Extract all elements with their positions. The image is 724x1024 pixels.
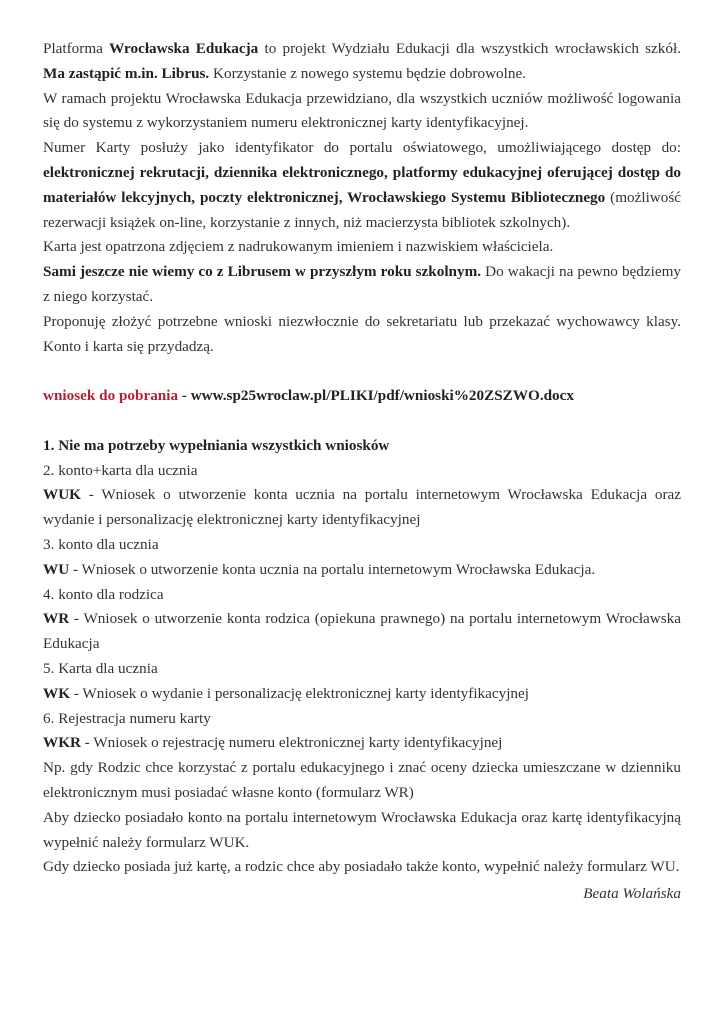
intro-text: to projekt Wydziału Edukacji dla wszystkich wrocławskich szkół. (258, 40, 681, 57)
list-item-6: 6. Rejestracja numeru karty (43, 709, 211, 727)
download-line (43, 384, 681, 409)
intro-paragraph-6: Proponuję złożyć potrzebne wnioski niezwłocznie do sekretariatu lub przekazać wychowawcy klasy. Konto i karta się przydadzą. (43, 312, 681, 355)
form-description: - Wniosek o utworzenie konta ucznia na portalu internetowym Wrocławska Edukacja. (69, 560, 596, 578)
form-code: WU (43, 560, 70, 578)
form-description: - Wniosek o utworzenie konta rodzica (opiekuna prawnego) na portalu internetowym Wrocławska Edukacja (43, 610, 681, 653)
form-wu (43, 558, 681, 583)
document-body (43, 37, 681, 907)
intro-paragraph-2: W ramach projektu Wrocławska Edukacja przewidziano, dla wszystkich uczniów możliwość logowania się do systemu z wykorzystaniem numeru elektronicznej karty identyfikacyjnej. (43, 89, 681, 132)
form-description: - Wniosek o wydanie i personalizację elektronicznej karty identyfikacyjnej (70, 684, 529, 702)
intro-text: Platforma (43, 40, 110, 57)
note-2: Aby dziecko posiadało konto na portalu internetowym Wrocławska Edukacja oraz kartę identyfikacyjną wypełnić należy formularz WUK. (43, 808, 681, 851)
librus-status-note: Sami jeszcze nie wiemy co z Librusem w przyszłym roku szkolnym. (43, 263, 482, 281)
signature: Beata Wolańska (583, 885, 681, 903)
librus-replace-note: Ma zastąpić m.in. Librus. (43, 64, 210, 82)
form-code: WK (43, 684, 71, 702)
list-item-4: 4. konto dla rodzica (43, 585, 164, 603)
list-item-1: 1. Nie ma potrzeby wypełniania wszystkich wniosków (43, 436, 390, 454)
form-code: WUK (43, 486, 81, 504)
download-link[interactable]: wniosek do pobrania (43, 387, 179, 405)
note-1: Np. gdy Rodzic chce korzystać z portalu edukacyjnego i znać oceny dziecka umieszczane w dzienniku elektronicznym musi posiadać własne konto (formularz WR) (43, 759, 681, 801)
intro-text: (możliwość rezerwacji książek on-line, korzystanie z innych, niż macierzysta bibliotek szkolnych). (43, 188, 682, 231)
form-wk (43, 682, 681, 707)
intro-paragraph-1 (43, 37, 681, 87)
intro-text: Korzystanie z nowego systemu będzie dobrowolne. (209, 64, 526, 82)
list-item-5: 5. Karta dla ucznia (43, 659, 158, 677)
form-description: - Wniosek o utworzenie konta ucznia na portalu internetowym Wrocławska Edukacja oraz wydanie i personalizację elektronicznej karty identyfikacyjnej (43, 486, 681, 529)
intro-paragraph-4: Karta jest opatrzona zdjęciem z nadrukowanym imieniem i nazwiskiem właściciela. (43, 238, 554, 256)
form-wuk (43, 483, 681, 533)
form-description: - Wniosek o rejestrację numeru elektronicznej karty identyfikacyjnej (80, 734, 503, 752)
form-code: WKR (43, 734, 81, 752)
list-item-2: 2. konto+karta dla ucznia (43, 461, 198, 479)
form-code: WR (43, 610, 70, 628)
form-wr (43, 607, 681, 657)
services-list: elektronicznej rekrutacji, dziennika elektronicznego, platformy edukacyjnej oferującej dostęp do materiałów lekcyjnych, poczty elektronicznej, Wrocławskiego Systemu Bibliotecznego (43, 163, 681, 206)
list-item-3: 3. konto dla ucznia (43, 535, 159, 553)
form-wkr (43, 731, 681, 756)
intro-paragraph-5 (43, 260, 681, 310)
list-heading (43, 434, 681, 459)
note-3: Gdy dziecko posiada już kartę, a rodzic chce aby posiadało także konto, wypełnić należy formularz WU. (43, 858, 680, 876)
intro-text: Do wakacji na pewno będziemy z niego korzystać. (43, 263, 681, 305)
intro-paragraph-3 (43, 136, 681, 235)
intro-text: Numer Karty posłuży jako identyfikator do portalu oświatowego, umożliwiającego dostęp do: (43, 139, 681, 157)
platform-name: Wrocławska Edukacja (109, 40, 259, 57)
download-url[interactable]: - www.sp25wroclaw.pl/PLIKI/pdf/wnioski%20ZSZWO.docx (178, 387, 574, 405)
